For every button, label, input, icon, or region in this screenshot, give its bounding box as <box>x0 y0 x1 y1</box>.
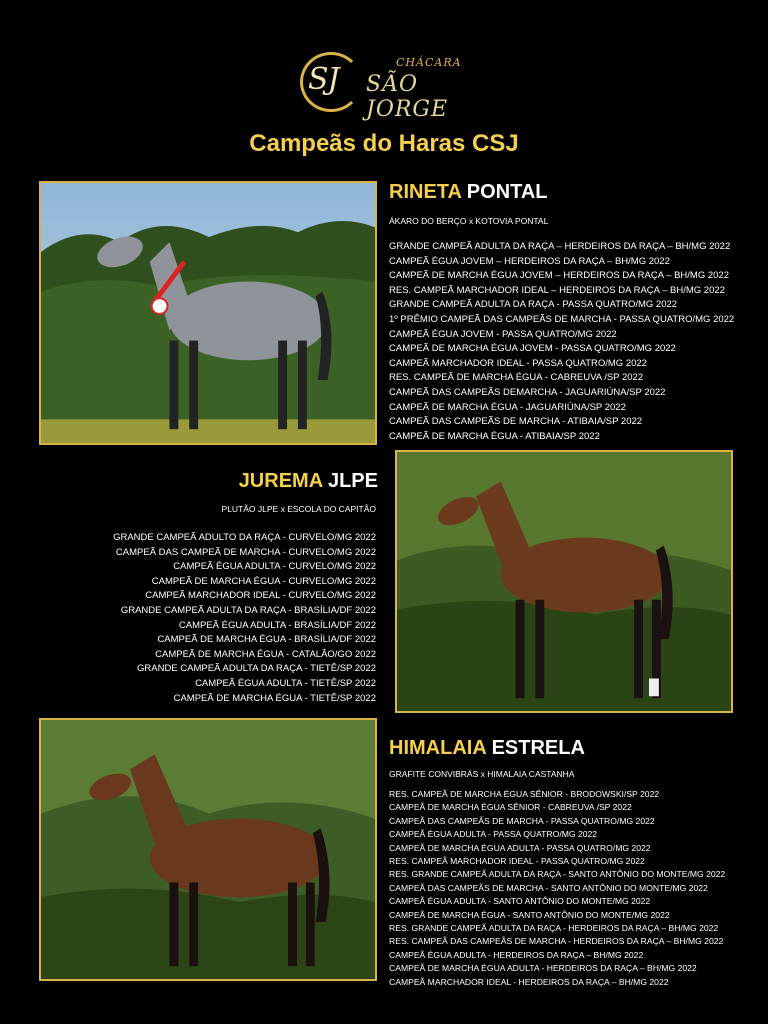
award-item: CAMPEÃ DAS CAMPEÃS DE MARCHA - PASSA QUATRO/MG 2022 <box>389 815 655 826</box>
award-item: GRANDE CAMPEÃ ADULTA DA RAÇA – HERDEIROS DA RAÇA – BH/MG 2022 <box>389 241 731 252</box>
awards-list-rineta <box>389 240 734 444</box>
award-item: CAMPEÃ MARCHADOR IDEAL - PASSA QUATRO/MG 2022 <box>389 357 647 369</box>
award-item: CAMPEÃ ÉGUA JOVEM - PASSA QUATRO/MG 2022 <box>389 328 617 340</box>
award-item: CAMPEÃ ÉGUA ADULTA - CURVELO/MG 2022 <box>173 561 376 573</box>
horse-bay-image <box>41 720 375 979</box>
award-item: RES. CAMPEÃ DE MARCHA ÉGUA SÊNIOR - BRODOWSKI/SP 2022 <box>389 789 660 799</box>
horse-name-last: PONTAL <box>466 181 548 203</box>
award-item: CAMPEÃ DAS CAMPEÃS DEMARCHA - JAGUARIÚNA/SP 2022 <box>389 386 666 398</box>
horse-photo-himalaia <box>39 718 377 981</box>
award-item: CAMPEÃ MARCHADOR IDEAL - CURVELO/MG 2022 <box>145 590 376 602</box>
horse-pedigree: PLUTÃO JLPE x ESCOLA DO CAPITÃO <box>221 504 376 514</box>
award-item: CAMPEÃ DAS CAMPEÃS DE MARCHA - ATIBAIA/SP 2022 <box>389 416 643 428</box>
award-item: CAMPEÃ ÉGUA ADULTA - TIETÊ/SP 2022 <box>195 677 376 689</box>
horse-name-first: HIMALAIA <box>389 737 487 759</box>
horse-name-himalaia <box>389 737 585 760</box>
horse-gray-image <box>41 183 375 443</box>
award-item: RES. CAMPEÃ MARCHADOR IDEAL - PASSA QUATRO/MG 2022 <box>389 856 645 867</box>
award-item: CAMPEÃ DE MARCHA ÉGUA - SANTO ANTÔNIO DO MONTE/MG 2022 <box>389 909 670 920</box>
brand-logo <box>300 52 470 122</box>
logo-large-text: SÃO JORGE <box>366 72 449 122</box>
horse-name-last: JLPE <box>327 470 378 492</box>
horse-photo-jurema <box>395 450 733 713</box>
award-item: CAMPEÃ ÉGUA ADULTA - PASSA QUATRO/MG 2022 <box>389 829 598 840</box>
horse-photo-rineta <box>39 181 377 445</box>
award-item: CAMPEÃ DAS CAMPEÃ DE MARCHA - CURVELO/MG 2022 <box>115 546 376 558</box>
award-item: CAMPEÃ DE MARCHA ÉGUA JOVEM - PASSA QUATRO/MG 2022 <box>389 343 676 355</box>
awards-list-jurema <box>113 531 376 706</box>
awards-list-himalaia <box>389 788 725 989</box>
award-item: GRANDE CAMPEÃ ADULTA DA RAÇA - TIETÊ/SP 2022 <box>137 663 376 675</box>
award-item: CAMPEÃ ÉGUA ADULTA - BRASÍLIA/DF 2022 <box>178 619 376 631</box>
award-item: RES. CAMPEÃ DE MARCHA ÉGUA - CABREUVA /SP 2022 <box>389 372 644 384</box>
award-item: CAMPEÃ ÉGUA ADULTA - HERDEIROS DA RAÇA – BH/MG 2022 <box>389 949 644 960</box>
logo-small-text: CHÁCARA <box>396 56 462 69</box>
award-item: CAMPEÃ DAS CAMPEÃS DE MARCHA - SANTO ANTÔNIO DO MONTE/MG 2022 <box>389 882 708 893</box>
horse-pedigree: ÁKARO DO BERÇO x KOTOVIA PONTAL <box>389 216 549 226</box>
award-item: CAMPEÃ DE MARCHA ÉGUA - JAGUARIÚNA/SP 2022 <box>389 401 626 413</box>
award-item: CAMPEÃ DE MARCHA ÉGUA - BRASÍLIA/DF 2022 <box>157 634 376 646</box>
award-item: CAMPEÃ DE MARCHA ÉGUA SÊNIOR - CABREUVA /SP 2022 <box>389 802 632 813</box>
horse-name-first: JUREMA <box>238 470 323 492</box>
award-item: CAMPEÃ MARCHADOR IDEAL - HERDEIROS DA RAÇA – BH/MG 2022 <box>389 976 669 987</box>
horse-name-first: RINETA <box>389 181 462 203</box>
award-item: CAMPEÃ DE MARCHA ÉGUA - CATALÃO/GO 2022 <box>155 648 376 660</box>
horse-bay-image <box>397 452 731 711</box>
award-item: RES. CAMPEÃ MARCHADOR IDEAL – HERDEIROS DA RAÇA – BH/MG 2022 <box>389 284 725 296</box>
award-item: CAMPEÃ DE MARCHA ÉGUA JOVEM – HERDEIROS DA RAÇA – BH/MG 2022 <box>389 270 729 282</box>
award-item: CAMPEÃ DE MARCHA ÉGUA ADULTA - PASSA QUATRO/MG 2022 <box>389 842 651 853</box>
horse-name-rineta <box>389 181 548 204</box>
award-item: RES. GRANDE CAMPEÃ ADULTA DA RAÇA - HERDEIROS DA RAÇA – BH/MG 2022 <box>389 923 719 934</box>
award-item: GRANDE CAMPEÃ ADULTA DA RAÇA - BRASÍLIA/DF 2022 <box>120 604 376 616</box>
award-item: 1º PRÊMIO CAMPEÃ DAS CAMPEÃS DE MARCHA - PASSA QUATRO/MG 2022 <box>389 313 735 325</box>
award-item: CAMPEÃ DE MARCHA ÉGUA - CURVELO/MG 2022 <box>151 575 376 587</box>
award-item: RES. GRANDE CAMPEÃ ADULTA DA RAÇA - SANTO ANTÔNIO DO MONTE/MG 2022 <box>389 869 726 880</box>
page-title: Campeãs do Haras CSJ <box>249 130 519 157</box>
award-item: CAMPEÃ DE MARCHA ÉGUA - ATIBAIA/SP 2022 <box>389 430 600 442</box>
award-item: CAMPEÃ ÉGUA JOVEM – HERDEIROS DA RAÇA – BH/MG 2022 <box>389 255 670 267</box>
award-item: CAMPEÃ DE MARCHA ÉGUA ADULTA - HERDEIROS DA RAÇA – BH/MG 2022 <box>389 963 697 974</box>
horse-pedigree: GRAFITE CONVIBRÁS x HIMALAIA CASTANHA <box>389 769 575 779</box>
horse-name-jurema <box>239 470 378 493</box>
award-item: CAMPEÃ ÉGUA ADULTA - SANTO ANTÔNIO DO MONTE/MG 2022 <box>389 896 651 907</box>
award-item: GRANDE CAMPEÃ ADULTO DA RAÇA - CURVELO/MG 2022 <box>113 532 376 543</box>
award-item: RES. CAMPEÃ DAS CAMPEÃS DE MARCHA - HERDEIROS DA RAÇA – BH/MG 2022 <box>389 936 724 947</box>
logo-monogram: SJ <box>308 62 339 97</box>
award-item: CAMPEÃ DE MARCHA ÉGUA - TIETÊ/SP 2022 <box>173 692 376 704</box>
horse-name-last: ESTRELA <box>491 737 585 759</box>
award-item: GRANDE CAMPEÃ ADULTA DA RAÇA - PASSA QUATRO/MG 2022 <box>389 299 678 311</box>
